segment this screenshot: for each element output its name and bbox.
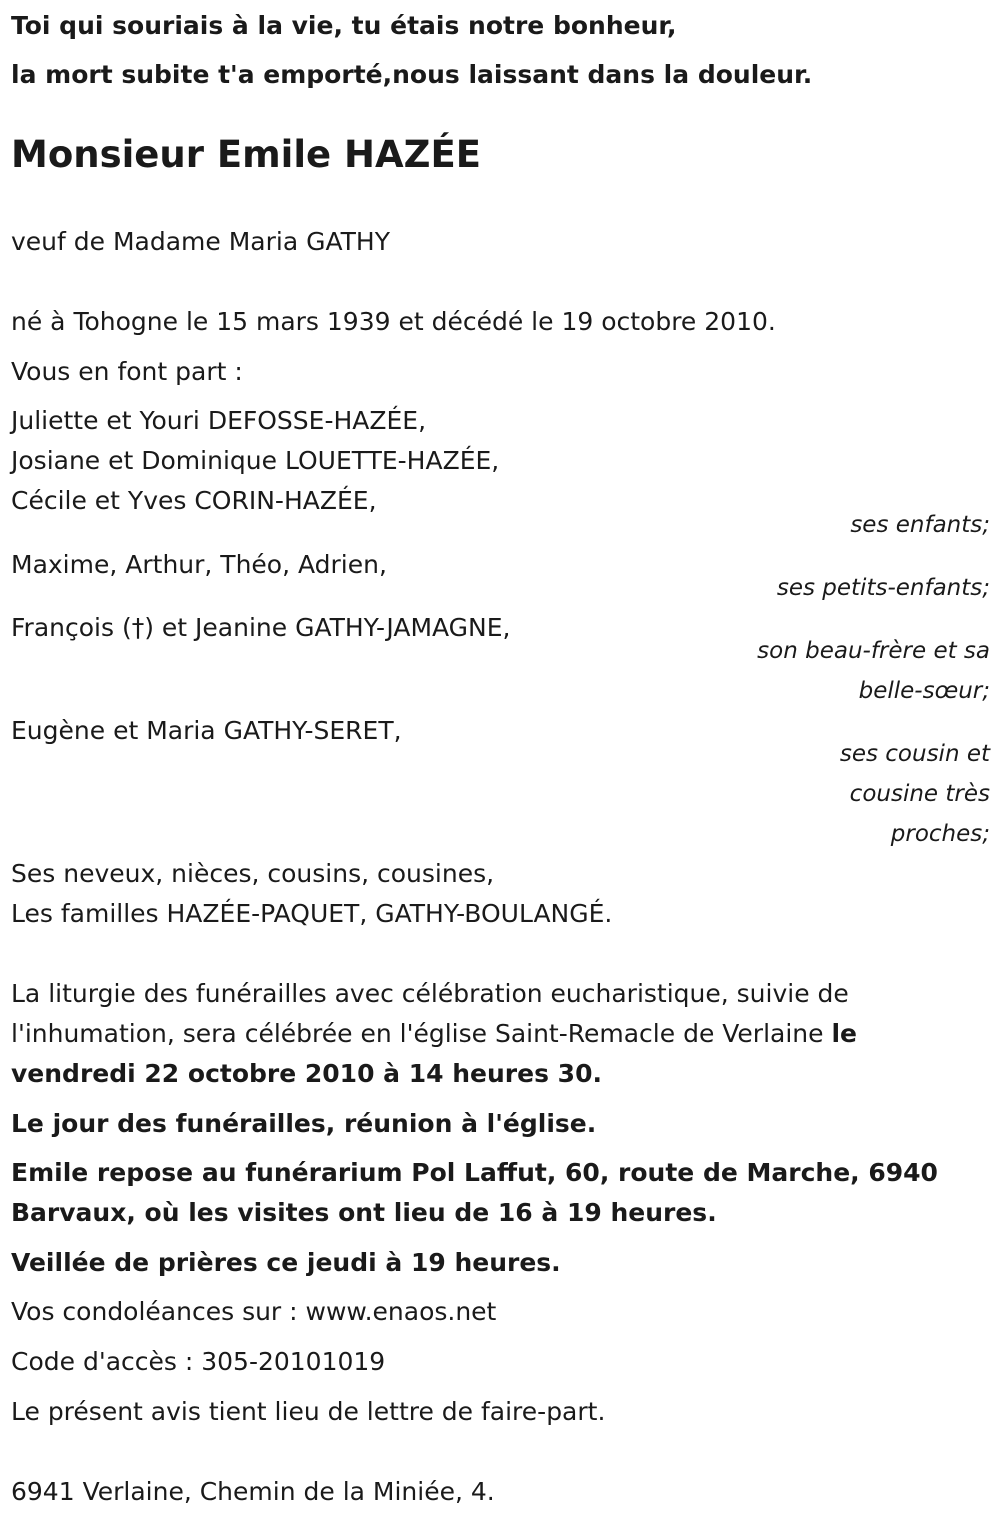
notice-line: Le présent avis tient lieu de lettre de faire-part. bbox=[11, 1397, 606, 1426]
access-code: Code d'accès : 305-20101019 bbox=[11, 1347, 386, 1376]
liturgy-line-1: La liturgie des funérailles avec célébration eucharistique, suivie de bbox=[11, 979, 849, 1008]
cousins-relation-line-2: cousine très bbox=[849, 781, 990, 807]
other-relatives-line-2: Les familles HAZÉE-PAQUET, GATHY-BOULANGÉ. bbox=[11, 899, 613, 928]
address-line: 6941 Verlaine, Chemin de la Miniée, 4. bbox=[11, 1477, 495, 1506]
epitaph-line-1: Toi qui souriais à la vie, tu étais notre bonheur, bbox=[11, 11, 677, 40]
liturgy-line-2 bbox=[11, 1014, 857, 1054]
child-family-2: Josiane et Dominique LOUETTE-HAZÉE, bbox=[11, 446, 500, 475]
resting-place-line-1: Emile repose au funérarium Pol Laffut, 60, route de Marche, 6940 bbox=[11, 1158, 938, 1187]
child-family-1: Juliette et Youri DEFOSSE-HAZÉE, bbox=[11, 406, 427, 435]
other-relatives-line-1: Ses neveux, nièces, cousins, cousines, bbox=[11, 859, 495, 888]
cousins: Eugène et Maria GATHY-SERET, bbox=[11, 716, 402, 745]
birth-death-dates: né à Tohogne le 15 mars 1939 et décédé le 19 octobre 2010. bbox=[11, 307, 776, 336]
epitaph-line-2: la mort subite t'a emporté,nous laissant dans la douleur. bbox=[11, 60, 813, 89]
grandchildren: Maxime, Arthur, Théo, Adrien, bbox=[11, 550, 387, 579]
in-laws-relation-line-2: belle-sœur; bbox=[858, 678, 990, 704]
meeting-info: Le jour des funérailles, réunion à l'église. bbox=[11, 1109, 597, 1138]
condolences-line: Vos condoléances sur : www.enaos.net bbox=[11, 1297, 497, 1326]
liturgy-line-2-bold: le bbox=[831, 1019, 858, 1048]
announcement-intro: Vous en font part : bbox=[11, 357, 243, 386]
funeral-datetime: vendredi 22 octobre 2010 à 14 heures 30. bbox=[11, 1059, 602, 1088]
in-laws-relation-line-1: son beau-frère et sa bbox=[757, 638, 990, 664]
cousins-relation-line-3: proches; bbox=[890, 821, 990, 847]
cousins-relation-line-1: ses cousin et bbox=[839, 741, 990, 767]
children-relation: ses enfants; bbox=[850, 512, 990, 538]
liturgy-line-2-text: l'inhumation, sera célébrée en l'église Saint-Remacle de Verlaine bbox=[11, 1019, 832, 1048]
resting-place-line-2: Barvaux, où les visites ont lieu de 16 à 19 heures. bbox=[11, 1198, 717, 1227]
child-family-3: Cécile et Yves CORIN-HAZÉE, bbox=[11, 486, 377, 515]
grandchildren-relation: ses petits-enfants; bbox=[776, 575, 990, 601]
spouse-line: veuf de Madame Maria GATHY bbox=[11, 227, 390, 256]
deceased-name: Monsieur Emile HAZÉE bbox=[11, 133, 481, 176]
in-laws: François (†) et Jeanine GATHY-JAMAGNE, bbox=[11, 613, 511, 642]
vigil-info: Veillée de prières ce jeudi à 19 heures. bbox=[11, 1248, 561, 1277]
